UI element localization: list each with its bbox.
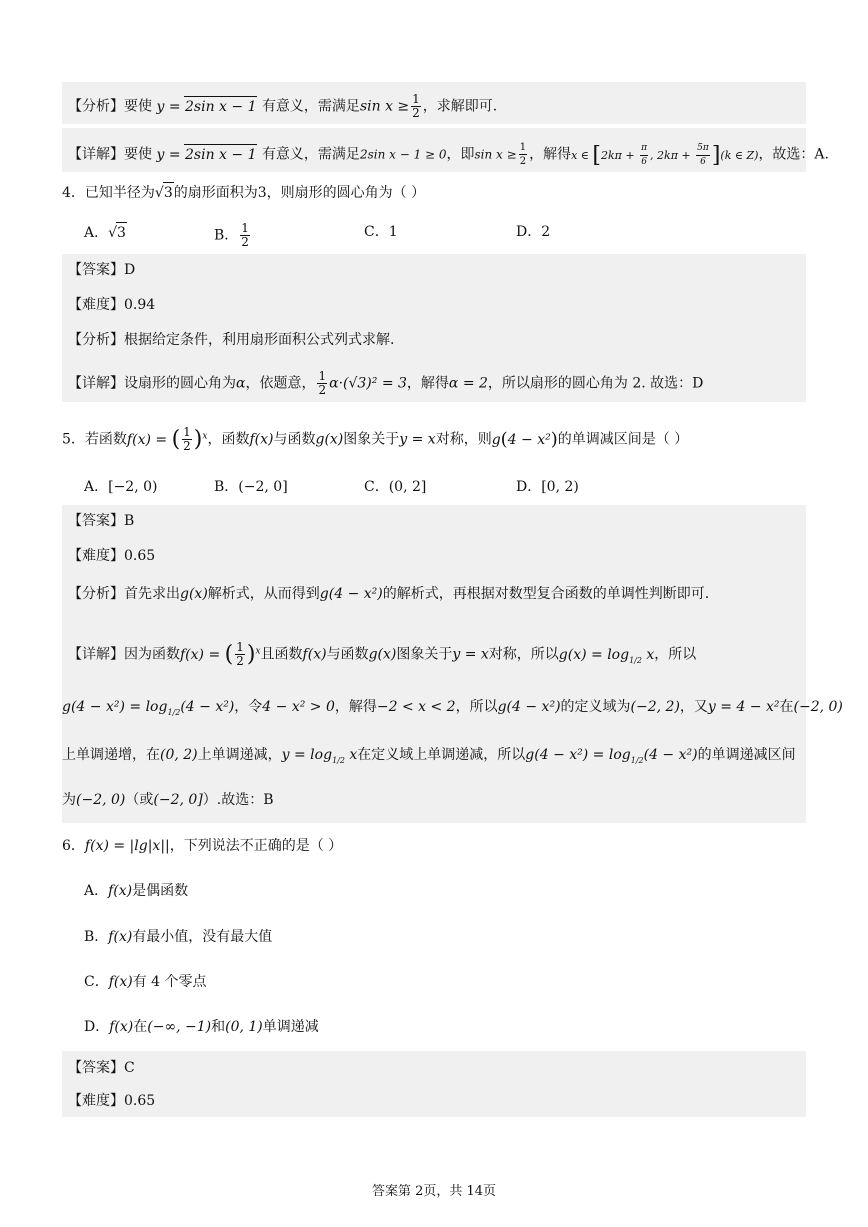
q5-analysis: 【分析】首先求出g(x)解析式，从而得到g(4 − x²)的解析式，再根据对数型复合函数的单调性判断即可. [68, 586, 710, 602]
q4-option-a: A．√3 [84, 222, 127, 243]
q5-detail-1: 【详解】因为函数f(x) = ( $\frac{1}{2}$ )$^x$且函数f(x)与函数g(x)图象关于y = x对称，所以$g(x) = \log_{1/2} x$，所以 [68, 640, 697, 669]
q5-answer: 【答案】B [68, 513, 135, 529]
q4-answer: 【答案】D [68, 262, 136, 278]
q5-option-a: A．[−2, 0) [84, 479, 158, 495]
page-footer: 答案第 2页，共 14页 [371, 1184, 497, 1199]
q3-analysis-line: 【分析】要使 y = 2sin x − 1 有意义，需满足sin x ≥ $\frac{1}{2}$ ，求解即可. [68, 92, 498, 120]
q5-detail-3: 上单调递增，在(0, 2)上单调递减，$y = \log_{1/2} x$在定义域上单调递减，所以$g(4 - x^2) = \log_{1/2}(4 - x^2)$的单调递减区间 [62, 747, 796, 765]
tag: 【详解】 [68, 146, 124, 163]
q6-option-d: D．f(x)在(−∞, −1)和(0, 1)单调递减 [84, 1019, 319, 1035]
q5-detail-4: 为(−2, 0)（或(−2, 0]）.故选：B [62, 792, 274, 808]
q4-detail: 【详解】设扇形的圆心角为α，依题意， $\frac{1}{2}$ α·(√3)² = 3，解得α = 2，所以扇形的圆心角为 2. 故选：D [68, 369, 704, 397]
q6-answer: 【答案】C [68, 1060, 135, 1076]
q4-option-b: B． $\frac{1}{2}$ [214, 221, 249, 249]
q4-option-c: C．1 [364, 224, 398, 240]
q5-option-c: C．(0, 2] [364, 479, 427, 495]
q5-detail-2: $g(4 - x^2) = \log_{1/2}(4 - x^2)$，令4 − x² > 0，解得−2 < x < 2，所以g(4 − x²)的定义域为(−2, 2)，又y = 4 − x²在(−2, 0) [62, 699, 843, 717]
q5-difficulty: 【难度】0.65 [68, 548, 156, 564]
q6-option-b: B．f(x)有最小值，没有最大值 [84, 929, 273, 945]
formula: y = 2sin x − 1 [156, 99, 257, 115]
q6-option-c: C．f(x)有 4 个零点 [84, 974, 207, 990]
q4-difficulty: 【难度】0.94 [68, 297, 156, 313]
tag: 【分析】 [68, 98, 124, 115]
q6-solution-box [62, 1051, 806, 1117]
q5-stem: 5．若函数f(x) = ( $\frac{1}{2}$ )$^x$，函数f(x)与函数g(x)图象关于y = x对称，则g(4 − x²)的单调减区间是（ ） [62, 425, 689, 454]
q6-difficulty: 【难度】0.65 [68, 1093, 156, 1109]
q3-detail-line: 【详解】要使 y = 2sin x − 1 有意义，需满足2sin x − 1 ≥ 0，即sin x ≥ $\frac{1}{2}$ ，解得x ∈ [2kπ + $\frac{\pi}{6}$ , 2kπ + $\frac{5\pi}{6}$ ](k ∈ Z)，故选：A. [68, 142, 829, 168]
q6-option-a: A．f(x)是偶函数 [84, 883, 189, 899]
q4-option-d: D．2 [516, 224, 551, 240]
q4-stem: 4．已知半径为√3的扇形面积为3，则扇形的圆心角为（ ） [62, 182, 425, 203]
q6-stem: 6．f(x) = |lg|x||，下列说法不正确的是（ ） [62, 838, 343, 854]
q4-analysis: 【分析】根据给定条件，利用扇形面积公式列式求解. [68, 332, 395, 348]
q5-option-b: B．(−2, 0] [214, 479, 288, 495]
q5-option-d: D．[0, 2) [516, 479, 579, 495]
